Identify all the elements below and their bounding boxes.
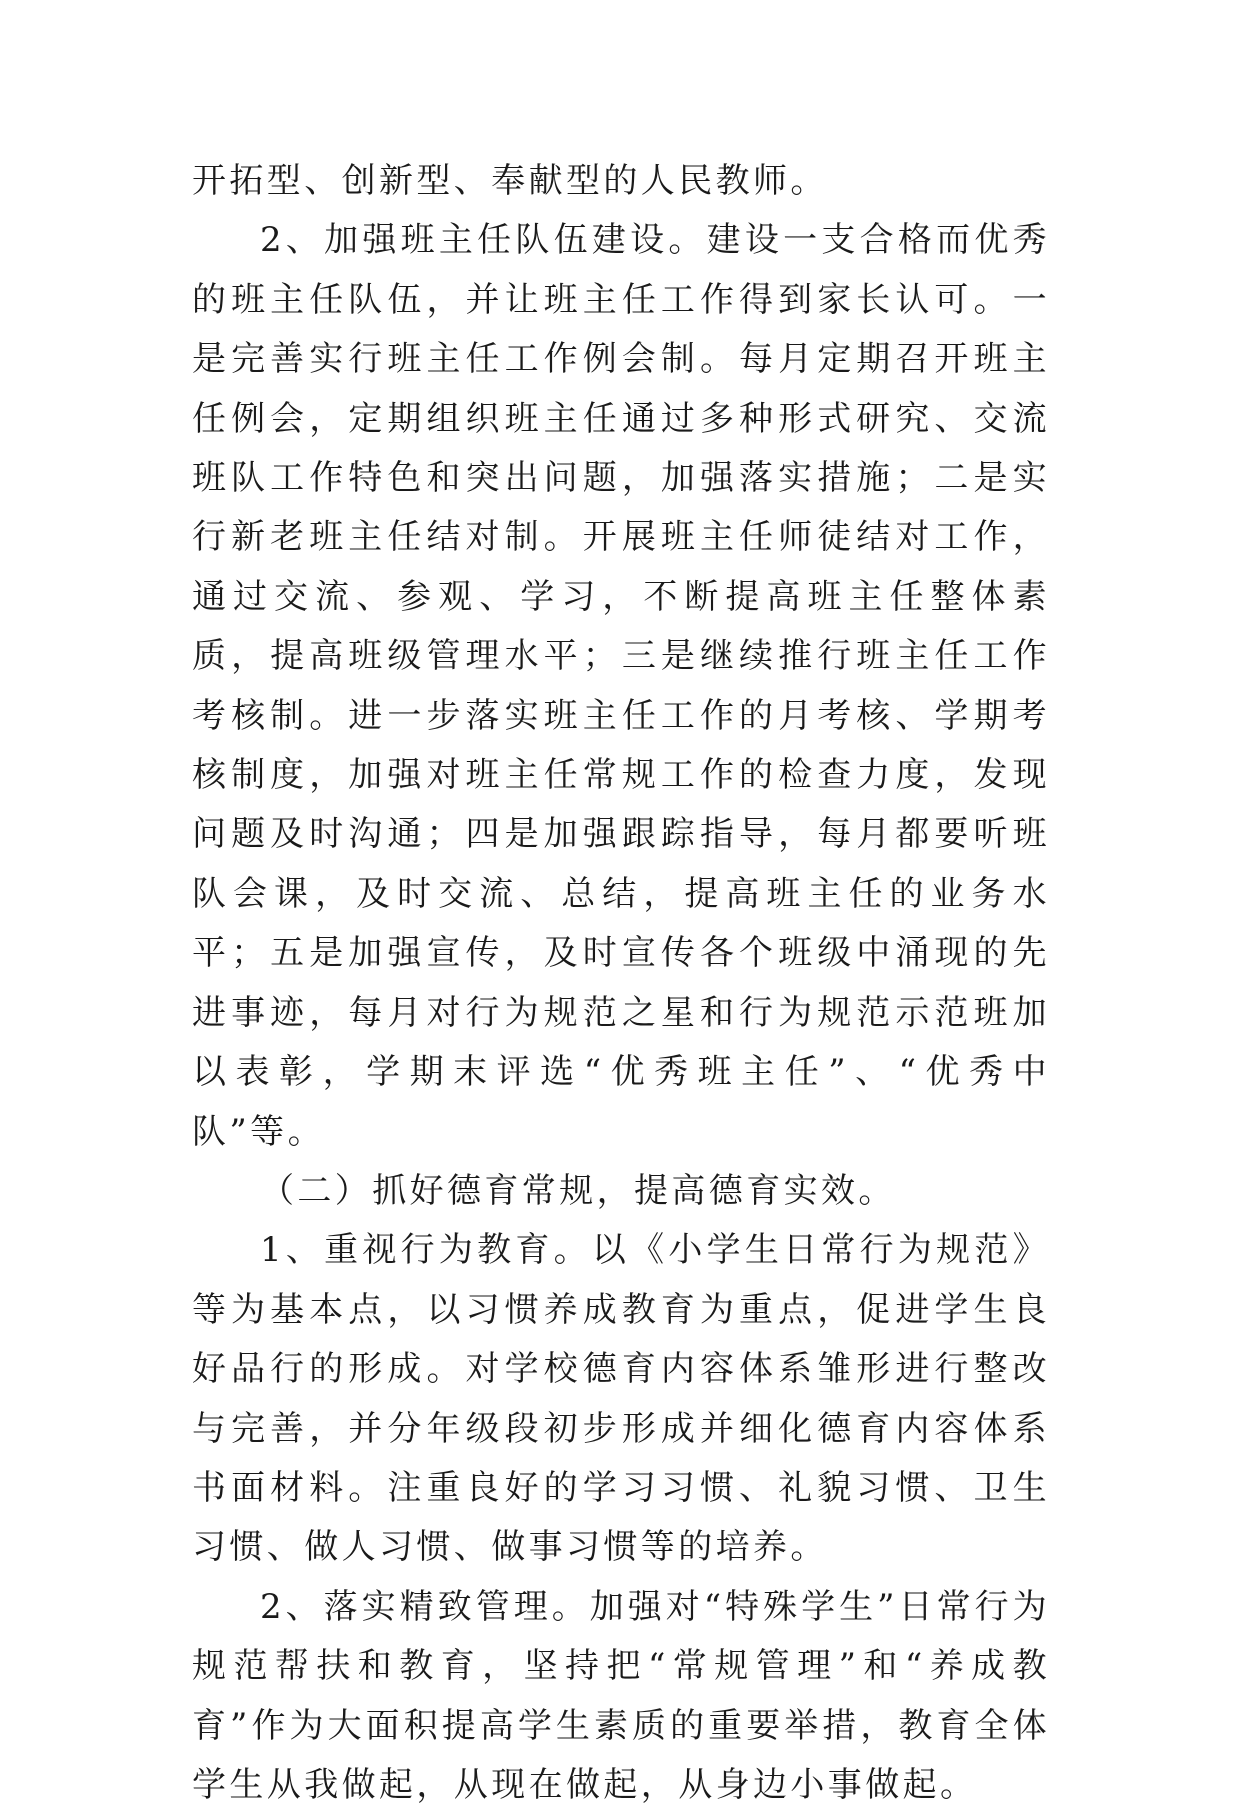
document-body	[192, 152, 1050, 1815]
paragraph-continuation: 开拓型、创新型、奉献型的人民教师。	[192, 161, 828, 201]
section-heading-moral-education-routine: （二）抓好德育常规，提高德育实效。	[260, 1170, 896, 1211]
paragraph-refined-management: 2、落实精致管理。加强对“特殊学生”日常行为规范帮扶和教育，坚持把“常规管理”和“养成教育”作为大面积提高学生素质的重要举措，教育全体学生从我做起，从现在做起，从身边小事做起。	[192, 1586, 1050, 1805]
paragraph-headteacher-team-building: 2、加强班主任队伍建设。建设一支合格而优秀的班主任队伍，并让班主任工作得到家长认可。一是完善实行班主任工作例会制。每月定期召开班主任例会，定期组织班主任通过多种形式研究、交流班队工作特色和突出问题，加强落实措施；二是实行新老班主任结对制。开展班主任师徒结对工作，通过交流、参观、学习，不断提高班主任整体素质，提高班级管理水平；三是继续推行班主任工作考核制。进一步落实班主任工作的月考核、学期考核制度，加强对班主任常规工作的检查力度，发现问题及时沟通；四是加强跟踪指导，每月都要听班队会课，及时交流、总结，提高班主任的业务水平；五是加强宣传，及时宣传各个班级中涌现的先进事迹，每月对行为规范之星和行为规范示范班加以表彰，学期末评选“优秀班主任”、“优秀中队”等。	[192, 220, 1050, 1152]
paragraph-behavior-education: 1、重视行为教育。以《小学生日常行为规范》等为基本点，以习惯养成教育为重点，促进学生良好品行的形成。对学校德育内容体系雏形进行整改与完善，并分年级段初步形成并细化德育内容体系书面材料。注重良好的学习习惯、礼貌习惯、卫生习惯、做人习惯、做事习惯等的培养。	[192, 1230, 1050, 1568]
